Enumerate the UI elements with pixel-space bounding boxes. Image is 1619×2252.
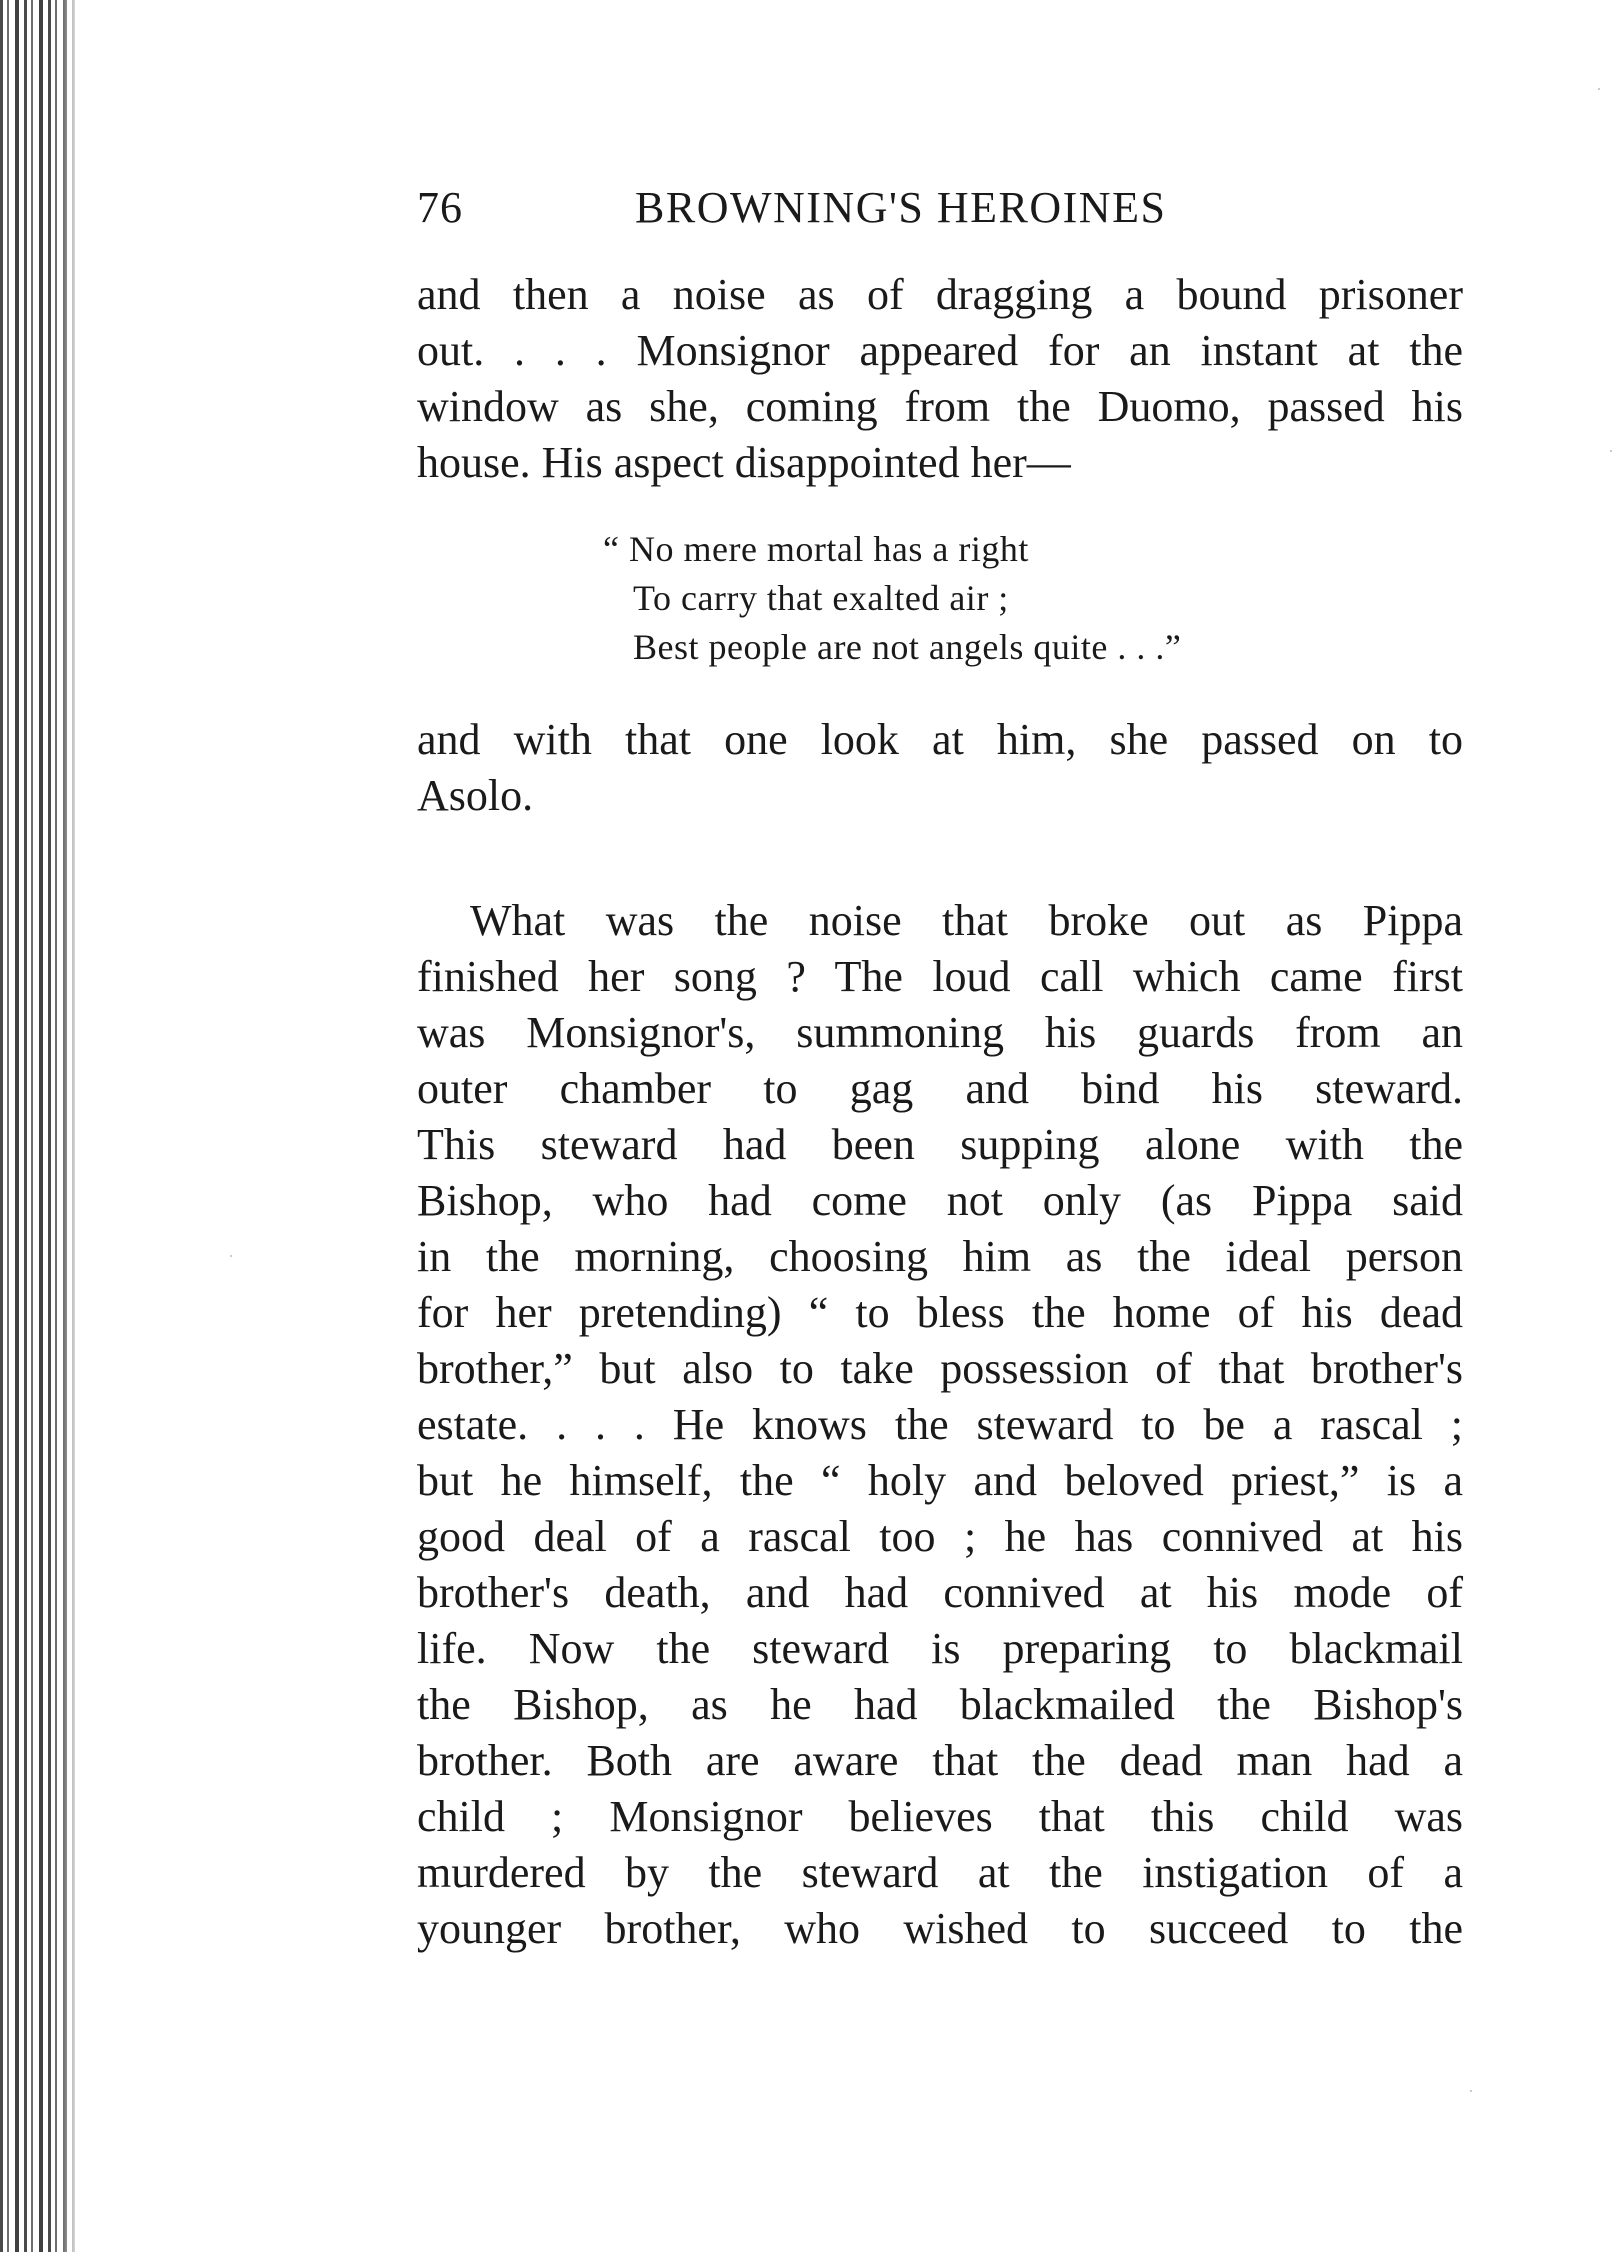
paragraph-3-line: What was the noise that broke out as Pippa bbox=[470, 896, 1463, 945]
paragraph-3-line: Bishop, who had come not only (as Pippa said bbox=[417, 1176, 1463, 1225]
verse-line: To carry that exalted air ; bbox=[633, 578, 1009, 618]
paragraph-3-line: in the morning, choosing him as the ideal person bbox=[417, 1232, 1463, 1281]
paragraph-3-line: outer chamber to gag and bind his steward. bbox=[417, 1064, 1463, 1113]
running-head bbox=[417, 182, 1463, 242]
paragraph-3-line: younger brother, who wished to succeed to the bbox=[417, 1904, 1463, 1953]
scan-speck bbox=[1470, 2090, 1472, 2092]
paragraph-3-line: brother,” but also to take possession of that brother's bbox=[417, 1344, 1463, 1393]
paragraph-1-line: and then a noise as of dragging a bound prisoner bbox=[417, 270, 1463, 319]
paragraph-3-line: good deal of a rascal too ; he has connived at his bbox=[417, 1512, 1463, 1561]
paragraph-3-line: finished her song ? The loud call which came first bbox=[417, 952, 1463, 1001]
paragraph-1-line: window as she, coming from the Duomo, passed his bbox=[417, 382, 1463, 431]
book-title: BROWNING'S HEROINES bbox=[635, 183, 1167, 232]
scan-speck bbox=[1610, 450, 1612, 452]
paragraph-3-line: estate. . . . He knows the steward to be a rascal ; bbox=[417, 1400, 1463, 1449]
paragraph-3-line: was Monsignor's, summoning his guards from an bbox=[417, 1008, 1463, 1057]
paragraph-3-line: child ; Monsignor believes that this child was bbox=[417, 1792, 1463, 1841]
binding-shadow bbox=[58, 0, 80, 2252]
paragraph-3-line: but he himself, the “ holy and beloved priest,” is a bbox=[417, 1456, 1463, 1505]
page-number: 76 bbox=[417, 183, 463, 232]
paragraph-2-line: and with that one look at him, she passed on to bbox=[417, 715, 1463, 764]
verse-line: “ No mere mortal has a right bbox=[603, 529, 1029, 569]
paragraph-3-line: brother. Both are aware that the dead man had a bbox=[417, 1736, 1463, 1785]
paragraph-3-line: brother's death, and had connived at his mode of bbox=[417, 1568, 1463, 1617]
paragraph-3-line: murdered by the steward at the instigation of a bbox=[417, 1848, 1463, 1897]
scan-speck bbox=[1598, 88, 1600, 90]
paragraph-3-line: for her pretending) “ to bless the home of his dead bbox=[417, 1288, 1463, 1337]
verse-line: Best people are not angels quite . . .” bbox=[633, 627, 1182, 667]
paragraph-1-line: house. His aspect disappointed her— bbox=[417, 438, 1071, 487]
paragraph-3-line: life. Now the steward is preparing to blackmail bbox=[417, 1624, 1463, 1673]
paragraph-1-line: out. . . . Monsignor appeared for an instant at the bbox=[417, 326, 1463, 375]
paragraph-3-line: This steward had been supping alone with the bbox=[417, 1120, 1463, 1169]
paragraph-3-line: the Bishop, as he had blackmailed the Bishop's bbox=[417, 1680, 1463, 1729]
paragraph-2-line: Asolo. bbox=[417, 771, 534, 820]
scan-speck bbox=[230, 1255, 232, 1257]
